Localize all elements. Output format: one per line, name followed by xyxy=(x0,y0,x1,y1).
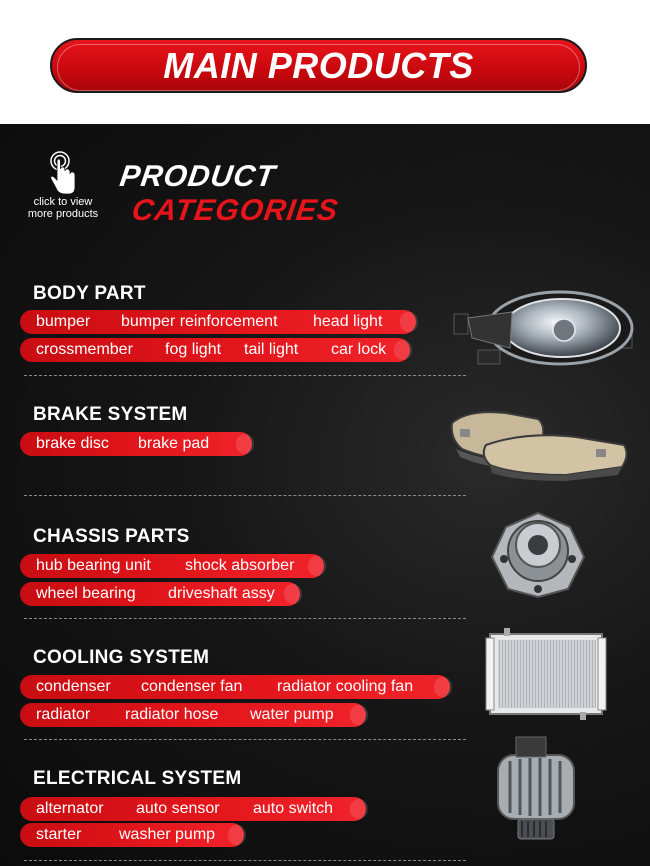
tag-condenser[interactable]: condenser xyxy=(36,678,111,695)
tag-auto-switch[interactable]: auto switch xyxy=(253,800,334,817)
section-divider xyxy=(24,860,466,861)
main-products-banner xyxy=(50,38,587,93)
tag-tail-light[interactable]: tail light xyxy=(244,341,299,358)
section-divider xyxy=(24,375,466,376)
product-categories-heading xyxy=(117,160,341,228)
main-title: MAIN PRODUCTS xyxy=(163,44,474,86)
tag-washer-pump[interactable]: washer pump xyxy=(119,826,216,843)
tag-brake-disc[interactable]: brake disc xyxy=(36,435,109,452)
tag-row xyxy=(20,338,410,362)
section-title-brake-system: BRAKE SYSTEM xyxy=(33,404,188,425)
tag-row xyxy=(20,582,300,606)
tag-crossmember[interactable]: crossmember xyxy=(36,341,133,358)
tag-radiator-cooling-fan[interactable]: radiator cooling fan xyxy=(277,678,414,695)
radiator-image xyxy=(484,628,608,720)
brake-pad-image xyxy=(446,405,634,483)
section-divider xyxy=(24,495,466,496)
click-hint[interactable] xyxy=(18,150,108,220)
tag-radiator[interactable]: radiator xyxy=(36,706,91,723)
hint-line-1: click to view xyxy=(33,196,93,208)
hint-line-2: more products xyxy=(27,208,99,220)
section-divider xyxy=(24,618,466,619)
tag-alternator[interactable]: alternator xyxy=(36,800,104,817)
tag-hub-bearing-unit[interactable]: hub bearing unit xyxy=(36,557,151,574)
section-divider xyxy=(24,739,466,740)
hub-bearing-image xyxy=(484,505,592,601)
tag-bumper[interactable]: bumper xyxy=(36,313,91,330)
tap-hand-icon xyxy=(46,150,80,196)
tag-wheel-bearing[interactable]: wheel bearing xyxy=(36,585,136,602)
tag-shock-absorber[interactable]: shock absorber xyxy=(185,557,295,574)
tag-row xyxy=(20,432,252,456)
section-title-electrical-system: ELECTRICAL SYSTEM xyxy=(33,768,242,789)
tag-row xyxy=(20,797,366,821)
section-title-body-part: BODY PART xyxy=(33,283,146,304)
tag-water-pump[interactable]: water pump xyxy=(250,706,334,723)
tag-row xyxy=(20,554,324,578)
top-banner xyxy=(0,0,650,124)
tag-row xyxy=(20,703,366,727)
tag-starter[interactable]: starter xyxy=(36,826,82,843)
fog-light-image xyxy=(452,288,636,372)
tag-row xyxy=(20,823,244,847)
tag-head-light[interactable]: head light xyxy=(313,313,383,330)
alternator-image xyxy=(488,733,584,843)
tag-row xyxy=(20,310,416,334)
tag-condenser-fan[interactable]: condenser fan xyxy=(141,678,243,695)
section-title-cooling-system: COOLING SYSTEM xyxy=(33,647,210,668)
tag-car-lock[interactable]: car lock xyxy=(331,341,387,358)
section-title-chassis-parts: CHASSIS PARTS xyxy=(33,526,190,547)
tag-radiator-hose[interactable]: radiator hose xyxy=(125,706,219,723)
tag-driveshaft-assy[interactable]: driveshaft assy xyxy=(168,585,275,602)
tag-brake-pad[interactable]: brake pad xyxy=(138,435,210,452)
tag-bumper-reinforcement[interactable]: bumper reinforcement xyxy=(121,313,278,330)
tag-auto-sensor[interactable]: auto sensor xyxy=(136,800,220,817)
heading-line-categories: CATEGORIES xyxy=(129,194,341,227)
tag-fog-light[interactable]: fog light xyxy=(165,341,222,358)
heading-line-product: PRODUCT xyxy=(117,160,278,193)
tag-row xyxy=(20,675,450,699)
